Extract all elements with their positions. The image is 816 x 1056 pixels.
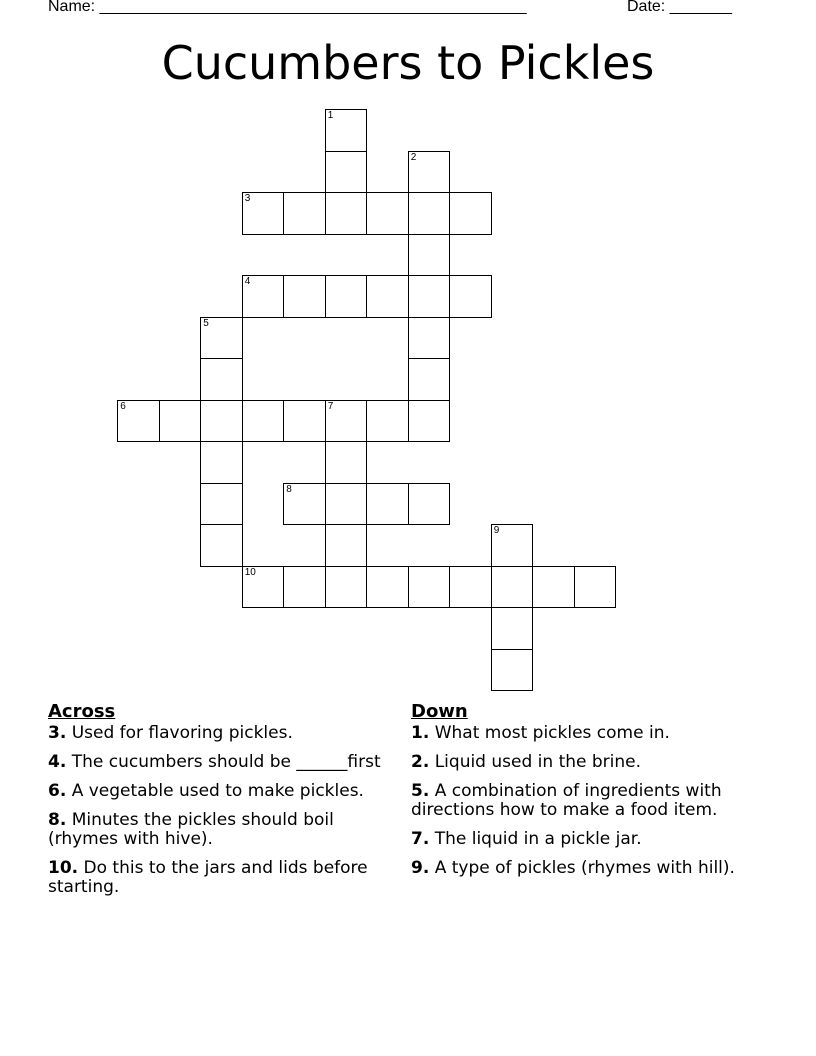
grid-cell[interactable]: [325, 441, 367, 483]
grid-cell[interactable]: [283, 275, 325, 317]
grid-cell[interactable]: [491, 566, 533, 608]
clue-text: A combination of ingredients with directions how to make a food item.: [411, 781, 722, 820]
cell-number: 5: [203, 317, 209, 329]
clue-text: The cucumbers should be ______first: [71, 752, 381, 772]
name-line: ________________________________________________: [99, 0, 527, 15]
cell-number: 4: [244, 276, 251, 288]
grid-cell[interactable]: [408, 234, 450, 276]
cell-number: 8: [286, 483, 292, 495]
clue-text: What most pickles come in.: [434, 723, 670, 743]
grid-cell[interactable]: [325, 275, 367, 317]
grid-cell[interactable]: [117, 400, 159, 442]
grid-cell[interactable]: [200, 483, 242, 525]
grid-cell[interactable]: [325, 524, 367, 566]
clue-text: A type of pickles (rhymes with hill).: [434, 858, 735, 878]
grid-cell[interactable]: [408, 483, 450, 525]
grid-cell[interactable]: [325, 400, 367, 442]
clue-across: [48, 859, 398, 897]
clue-number: 10.: [48, 858, 79, 878]
cell-number: 2: [410, 151, 417, 163]
clue-down: [411, 724, 761, 743]
grid-cell[interactable]: [408, 358, 450, 400]
clue-across: [48, 811, 398, 849]
clue-number: 6.: [48, 781, 67, 801]
grid-cell[interactable]: [200, 441, 242, 483]
clue-number: 8.: [48, 810, 67, 830]
clue-number: 1.: [411, 723, 430, 743]
clue-text: A vegetable used to make pickles.: [71, 781, 364, 801]
grid-cell[interactable]: [491, 649, 533, 691]
grid-cell[interactable]: [283, 566, 325, 608]
name-label: Name:: [48, 0, 96, 15]
grid-cell[interactable]: [325, 192, 367, 234]
crossword-grid: [118, 110, 618, 695]
grid-cell[interactable]: [408, 151, 450, 193]
grid-cell[interactable]: [366, 275, 408, 317]
cell-number: 6: [120, 400, 126, 412]
grid-cell[interactable]: [449, 566, 491, 608]
grid-cell[interactable]: [366, 483, 408, 525]
clue-down: [411, 782, 761, 820]
grid-cell[interactable]: [408, 192, 450, 234]
grid-cell[interactable]: [408, 317, 450, 359]
grid-cell[interactable]: [325, 566, 367, 608]
grid-cell[interactable]: [491, 607, 533, 649]
grid-cell[interactable]: [200, 358, 242, 400]
date-field[interactable]: [627, 0, 732, 16]
grid-cell[interactable]: [408, 275, 450, 317]
grid-cell[interactable]: [366, 400, 408, 442]
across-heading: Across: [48, 701, 116, 722]
date-line: _______: [669, 0, 732, 15]
grid-cell[interactable]: [325, 483, 367, 525]
clue-across: [48, 724, 398, 743]
cell-number: 1: [327, 110, 334, 122]
clue-number: 5.: [411, 781, 430, 801]
grid-cell[interactable]: [242, 192, 284, 234]
grid-cell[interactable]: [200, 400, 242, 442]
clue-text: The liquid in a pickle jar.: [434, 829, 642, 849]
clue-text: Minutes the pickles should boil (rhymes with hive).: [48, 810, 334, 849]
grid-cell[interactable]: [200, 524, 242, 566]
grid-cell[interactable]: [449, 275, 491, 317]
grid-cell[interactable]: [408, 400, 450, 442]
grid-cell[interactable]: [200, 317, 242, 359]
grid-cell[interactable]: [159, 400, 201, 442]
grid-cell[interactable]: [283, 483, 325, 525]
grid-cell[interactable]: [325, 151, 367, 193]
cell-number: 7: [327, 400, 334, 412]
cell-number: 10: [244, 566, 256, 578]
cell-number: 3: [244, 193, 251, 205]
clue-number: 3.: [48, 723, 67, 743]
clue-down: [411, 830, 761, 849]
clue-number: 7.: [411, 829, 430, 849]
clue-text: Liquid used in the brine.: [434, 752, 642, 772]
clue-text: Do this to the jars and lids before starting.: [48, 858, 368, 897]
grid-cell[interactable]: [242, 275, 284, 317]
grid-cell[interactable]: [283, 192, 325, 234]
cell-number: 9: [493, 525, 500, 537]
grid-cell[interactable]: [449, 192, 491, 234]
clue-down: [411, 753, 761, 772]
grid-cell[interactable]: [491, 524, 533, 566]
grid-cell[interactable]: [574, 566, 616, 608]
grid-cell[interactable]: [366, 566, 408, 608]
grid-cell[interactable]: [366, 192, 408, 234]
clue-number: 2.: [411, 752, 430, 772]
page-title: Cucumbers to Pickles: [161, 36, 655, 90]
down-clues: [411, 702, 761, 888]
clue-across: [48, 782, 398, 801]
clue-number: 9.: [411, 858, 430, 878]
grid-cell[interactable]: [242, 566, 284, 608]
grid-cell[interactable]: [408, 566, 450, 608]
date-label: Date:: [627, 0, 666, 15]
grid-cell[interactable]: [242, 400, 284, 442]
clue-down: [411, 859, 761, 878]
grid-cell[interactable]: [283, 400, 325, 442]
grid-cell[interactable]: [325, 109, 367, 151]
grid-cell[interactable]: [532, 566, 574, 608]
clue-number: 4.: [48, 752, 67, 772]
name-field[interactable]: [48, 0, 527, 16]
clue-text: Used for flavoring pickles.: [71, 723, 293, 743]
across-clues: [48, 702, 398, 907]
clue-across: [48, 753, 398, 772]
down-heading: Down: [411, 701, 468, 722]
